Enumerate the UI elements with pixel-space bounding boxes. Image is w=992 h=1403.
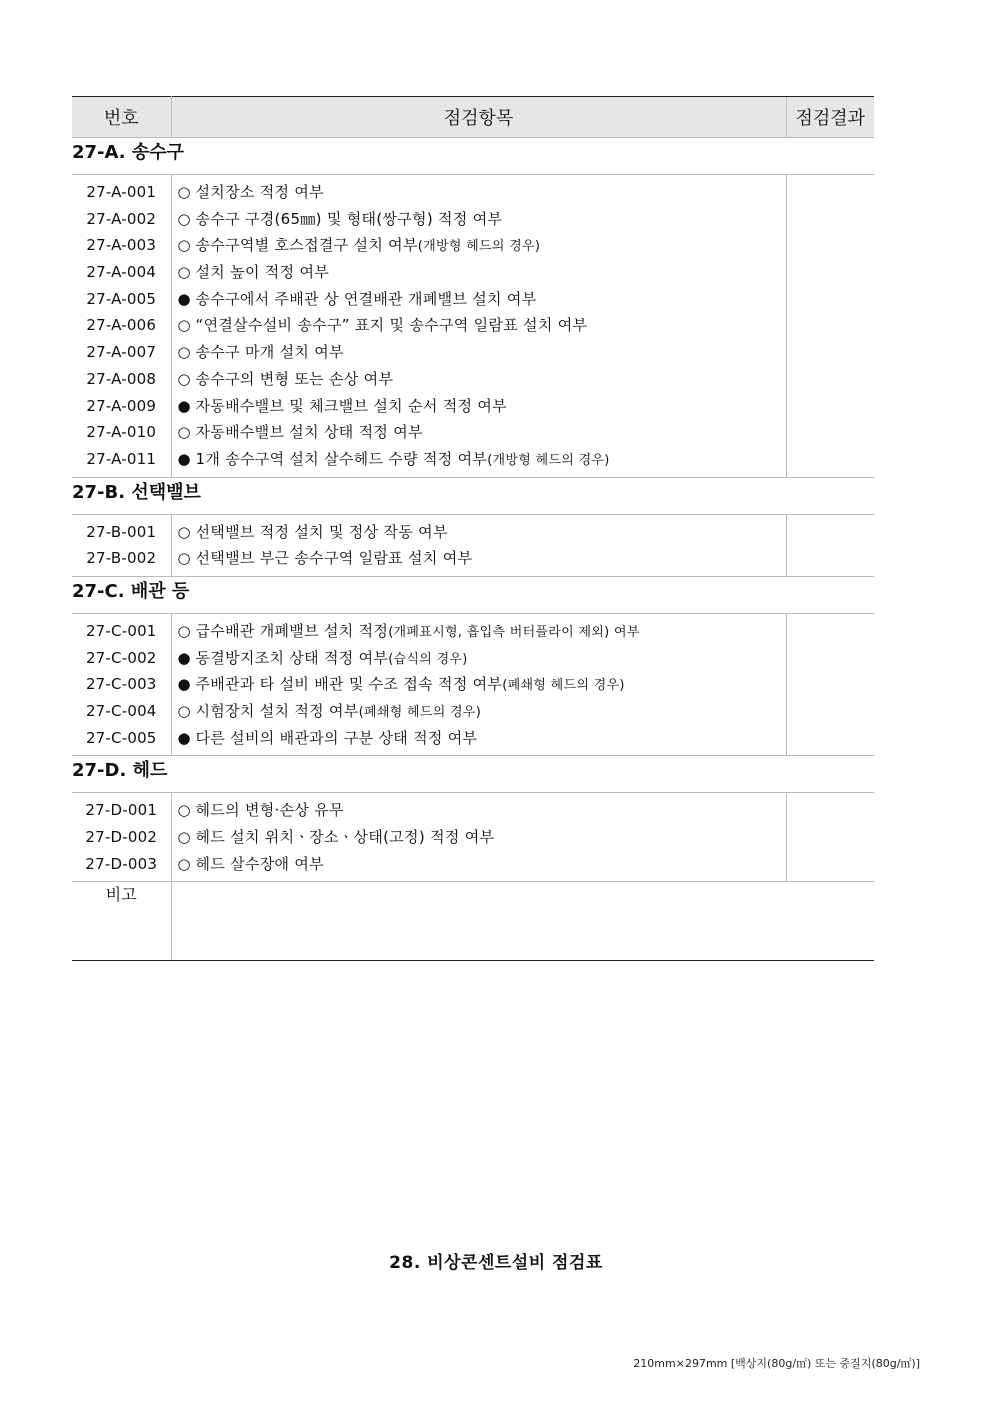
header-item: 점검항목 — [171, 97, 786, 138]
result-cell[interactable] — [786, 613, 874, 755]
item-code: 27-A-003 — [86, 236, 157, 255]
item-code: 27-A-004 — [86, 263, 157, 282]
item-code: 27-B-001 — [86, 522, 157, 541]
item-code: 27-D-003 — [85, 854, 158, 873]
check-item — [172, 618, 786, 645]
check-item — [172, 725, 786, 752]
item-code: 27-D-002 — [85, 828, 158, 847]
check-item — [172, 232, 786, 259]
item-codes-cell — [72, 514, 171, 576]
check-item — [172, 312, 786, 339]
remarks-label: 비고 — [72, 882, 171, 961]
check-item-text: 동결방지조치 상태 적정 여부 — [195, 648, 389, 667]
check-item — [172, 824, 786, 851]
item-code: 27-A-007 — [86, 343, 157, 362]
check-item-text: 송수구역별 호스접결구 설치 여부 — [195, 236, 418, 255]
section-title: 27-A. 송수구 — [72, 138, 874, 175]
empty-circle-icon: ○ — [177, 801, 191, 820]
remarks-field[interactable] — [171, 882, 874, 961]
empty-circle-icon: ○ — [177, 183, 191, 201]
check-item-text: 송수구의 변형 또는 손상 여부 — [195, 369, 394, 388]
check-item — [172, 206, 786, 233]
section-body — [72, 514, 874, 576]
check-item-text: 송수구에서 주배관 상 연결배관 개폐밸브 설치 여부 — [195, 289, 537, 308]
check-item — [172, 259, 786, 286]
item-texts-cell — [171, 793, 786, 882]
check-item — [172, 446, 786, 473]
section-title: 27-D. 헤드 — [72, 756, 874, 793]
item-codes-cell — [72, 793, 171, 882]
check-item — [172, 519, 786, 546]
filled-circle-icon: ● — [177, 648, 191, 667]
item-code: 27-A-001 — [86, 183, 157, 201]
check-item — [172, 393, 786, 420]
section-header — [72, 576, 874, 613]
empty-circle-icon: ○ — [177, 236, 191, 255]
section-body — [72, 613, 874, 755]
item-code: 27-A-005 — [86, 289, 157, 308]
check-item-text: 헤드의 변형·손상 유무 — [195, 801, 344, 820]
filled-circle-icon: ● — [177, 728, 191, 747]
item-code: 27-C-002 — [85, 648, 157, 667]
check-item — [172, 286, 786, 313]
check-item-note: (개방형 헤드의 경우) — [417, 239, 541, 255]
empty-circle-icon: ○ — [177, 343, 191, 362]
item-texts-cell — [171, 175, 786, 478]
header-row — [72, 97, 874, 138]
check-item-text: 자동배수밸브 설치 상태 적정 여부 — [195, 423, 423, 442]
item-code: 27-C-004 — [85, 702, 157, 720]
check-item — [172, 545, 786, 572]
section-body — [72, 793, 874, 882]
section-body — [72, 175, 874, 478]
filled-circle-icon: ● — [177, 449, 191, 468]
empty-circle-icon: ○ — [177, 621, 191, 640]
empty-circle-icon: ○ — [177, 423, 191, 442]
empty-circle-icon: ○ — [177, 702, 191, 720]
check-item-text: 설치장소 적정 여부 — [195, 183, 324, 201]
table-body — [72, 138, 874, 961]
check-item-text: 선택밸브 적정 설치 및 정상 작동 여부 — [195, 522, 448, 541]
check-item-text: 다른 설비의 배관과의 구분 상태 적정 여부 — [195, 728, 478, 747]
item-code: 27-C-005 — [85, 728, 157, 747]
check-item-note: (습식의 경우) — [388, 651, 468, 667]
check-item-text: 설치 높이 적정 여부 — [195, 263, 330, 282]
check-item-text: 1개 송수구역 설치 살수헤드 수량 적정 여부 — [195, 449, 488, 468]
check-item-text: 선택밸브 부근 송수구역 일람표 설치 여부 — [195, 549, 473, 568]
remarks-row — [72, 882, 874, 961]
check-item-text: 송수구 구경(65㎜) 및 형태(쌍구형) 적정 여부 — [195, 209, 503, 228]
check-item-text: 헤드 설치 위치ㆍ장소ㆍ상태(고정) 적정 여부 — [195, 828, 495, 847]
item-code: 27-A-010 — [86, 423, 157, 442]
item-code: 27-A-008 — [86, 369, 157, 388]
section-header — [72, 477, 874, 514]
filled-circle-icon: ● — [177, 289, 191, 308]
next-form-title: 28. 비상콘센트설비 점검표 — [389, 1253, 603, 1273]
item-code: 27-A-006 — [86, 316, 157, 335]
check-item-text: 헤드 살수장애 여부 — [195, 854, 324, 873]
item-code: 27-C-003 — [85, 675, 157, 694]
empty-circle-icon: ○ — [177, 549, 191, 568]
result-cell[interactable] — [786, 514, 874, 576]
item-codes-cell — [72, 175, 171, 478]
item-code: 27-D-001 — [85, 801, 158, 820]
check-item-text: 시험장치 설치 적정 여부 — [195, 702, 359, 720]
check-item-text: 주배관과 타 설비 배관 및 수조 접속 적정 여부 — [195, 675, 503, 694]
filled-circle-icon: ● — [177, 396, 191, 415]
section-header — [72, 138, 874, 175]
section-title: 27-C. 배관 등 — [72, 576, 874, 613]
result-cell[interactable] — [786, 793, 874, 882]
item-texts-cell — [171, 613, 786, 755]
paper-spec-footer: 210mm×297mm [백상지(80g/㎡) 또는 중질지(80g/㎡)] — [633, 1357, 920, 1370]
section-header — [72, 756, 874, 793]
check-item-note: (폐쇄형 헤드의 경우) — [358, 705, 482, 720]
check-item — [172, 419, 786, 446]
check-item-note: (개폐표시형, 흡입측 버터플라이 제외) 여부 — [388, 624, 640, 640]
item-code: 27-A-011 — [86, 449, 157, 468]
check-item — [172, 179, 786, 206]
section-title: 27-B. 선택밸브 — [72, 477, 874, 514]
empty-circle-icon: ○ — [177, 316, 191, 335]
check-item — [172, 671, 786, 698]
check-item-text: 자동배수밸브 및 체크밸브 설치 순서 적정 여부 — [195, 396, 507, 415]
header-result: 점검결과 — [786, 97, 874, 138]
header-no: 번호 — [72, 97, 171, 138]
result-cell[interactable] — [786, 175, 874, 478]
item-code: 27-A-009 — [86, 396, 157, 415]
item-codes-cell — [72, 613, 171, 755]
inspection-table — [72, 96, 874, 961]
empty-circle-icon: ○ — [177, 263, 191, 282]
item-code: 27-B-002 — [86, 549, 157, 568]
check-item-text: 송수구 마개 설치 여부 — [195, 343, 344, 362]
empty-circle-icon: ○ — [177, 209, 191, 228]
empty-circle-icon: ○ — [177, 854, 191, 873]
check-item-note: (개방형 헤드의 경우) — [487, 452, 610, 468]
item-code: 27-C-001 — [85, 621, 157, 640]
empty-circle-icon: ○ — [177, 522, 191, 541]
item-texts-cell — [171, 514, 786, 576]
check-item-text: 급수배관 개폐밸브 설치 적정 — [195, 621, 389, 640]
check-item — [172, 366, 786, 393]
empty-circle-icon: ○ — [177, 369, 191, 388]
check-item — [172, 698, 786, 725]
check-item-note: (폐쇄형 헤드의 경우) — [502, 678, 625, 694]
filled-circle-icon: ● — [177, 675, 191, 694]
check-item-text: “연결살수설비 송수구” 표지 및 송수구역 일람표 설치 여부 — [195, 316, 588, 335]
check-item — [172, 851, 786, 878]
check-item — [172, 645, 786, 672]
check-item — [172, 339, 786, 366]
check-item — [172, 797, 786, 824]
empty-circle-icon: ○ — [177, 828, 191, 847]
item-code: 27-A-002 — [86, 209, 157, 228]
